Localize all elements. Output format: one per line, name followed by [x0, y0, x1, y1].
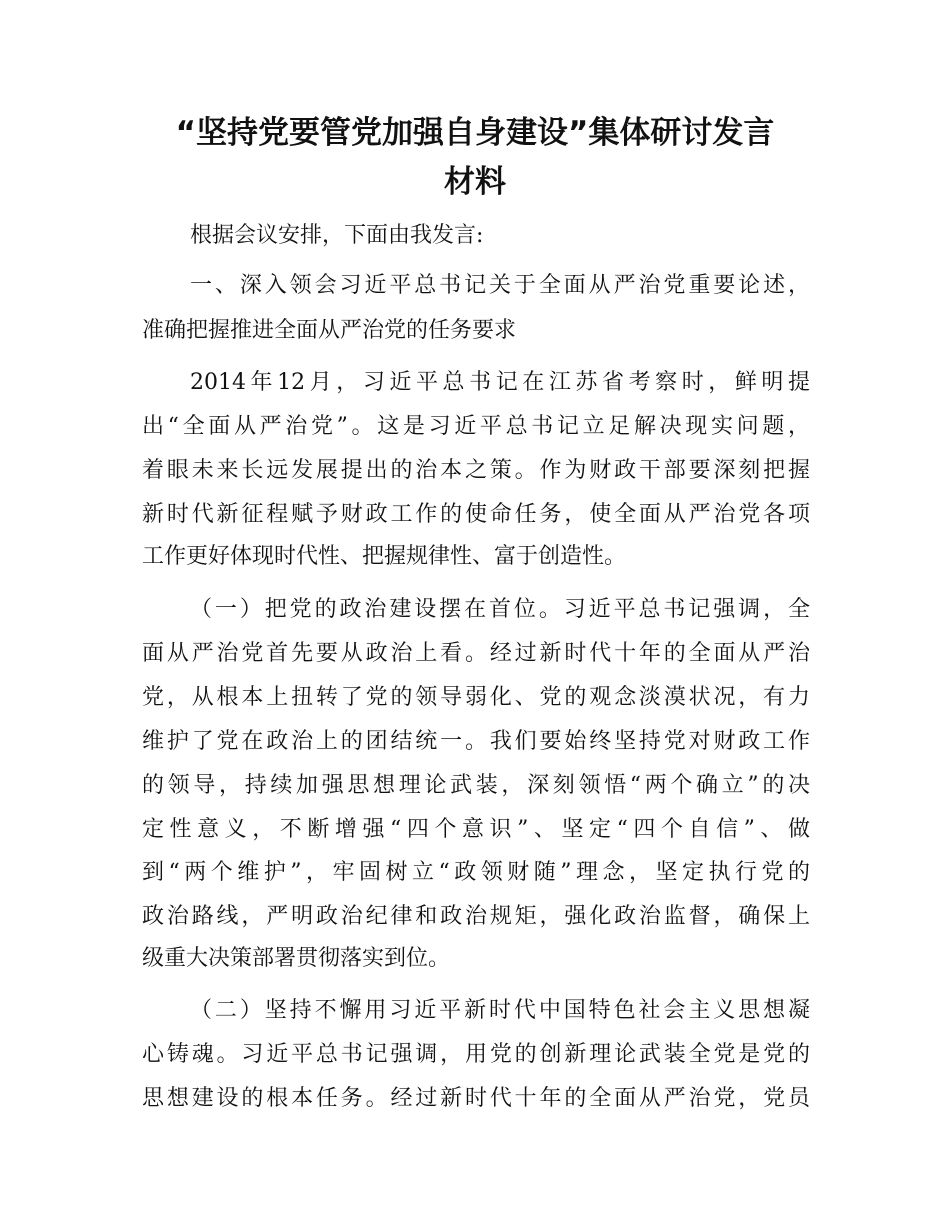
paragraph-line: 级重大决策部署贯彻落实到位。: [142, 946, 451, 971]
paragraph-line: 工作更好体现时代性、把握规律性、富于创造性。: [142, 544, 627, 569]
paragraph-line: 根据会议安排，下面由我发言:: [190, 223, 484, 248]
paragraph-line: 思想建设的根本任务。经过新时代十年的全面从严治党，党员: [142, 1086, 810, 1111]
document-title-line-1: “坚持党要管党加强自身建设”集体研讨发言: [175, 115, 775, 151]
paragraph-line: 2014年12月，习近平总书记在江苏省考察时，鲜明提: [190, 370, 810, 395]
document-title-line-2: 材料: [444, 164, 506, 200]
paragraph-line: 心铸魂。习近平总书记强调，用党的创新理论武装全党是党的: [142, 1042, 810, 1067]
paragraph-line: 维护了党在政治上的团结统一。我们要始终坚持党对财政工作: [142, 729, 810, 754]
paragraph-line: （二）坚持不懈用习近平新时代中国特色社会主义思想凝: [190, 998, 810, 1023]
paragraph-line: （一）把党的政治建设摆在首位。习近平总书记强调，全: [190, 597, 810, 622]
paragraph-line: 政治路线，严明政治纪律和政治规矩，强化政治监督，确保上: [142, 904, 810, 929]
paragraph-line: 面从严治党首先要从政治上看。经过新时代十年的全面从严治: [142, 641, 810, 666]
paragraph-line: 党，从根本上扭转了党的领导弱化、党的观念淡漠状况，有力: [142, 685, 810, 710]
paragraph-line: 新时代新征程赋予财政工作的使命任务，使全面从严治党各项: [142, 502, 810, 527]
paragraph-line: 着眼未来长远发展提出的治本之策。作为财政干部要深刻把握: [142, 458, 810, 483]
section-heading-line: 一、深入领会习近平总书记关于全面从严治党重要论述，: [190, 273, 810, 298]
section-heading-line: 准确把握推进全面从严治党的任务要求: [142, 318, 517, 343]
paragraph-line: 定性意义，不断增强“四个意识”、坚定“四个自信”、做: [142, 817, 810, 842]
paragraph-line: 到“两个维护”，牢固树立“政领财随”理念，坚定执行党的: [142, 860, 810, 885]
paragraph-line: 出“全面从严治党”。这是习近平总书记立足解决现实问题，: [142, 414, 810, 439]
paragraph-line: 的领导，持续加强思想理论武装，深刻领悟“两个确立”的决: [142, 773, 810, 798]
